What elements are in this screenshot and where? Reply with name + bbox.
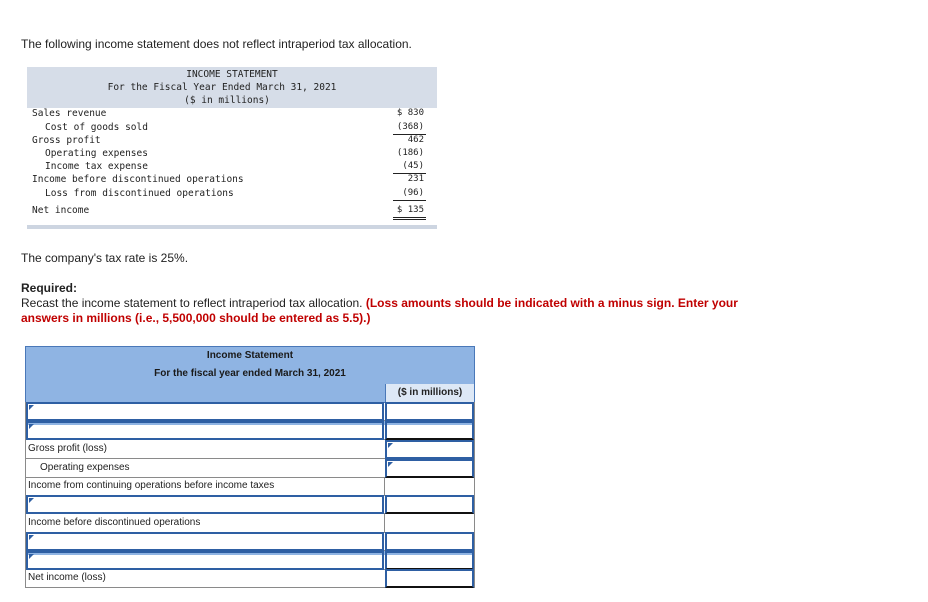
answer-value-input[interactable] (385, 421, 474, 440)
given-row (27, 188, 437, 201)
answer-value-input[interactable] (385, 402, 474, 421)
answer-value-cell[interactable] (384, 514, 474, 532)
given-row-label: Operating expenses (45, 148, 148, 159)
answer-header (25, 346, 475, 385)
given-row (27, 148, 437, 161)
dropdown-marker-icon (388, 462, 393, 467)
given-row-label: Income tax expense (45, 161, 148, 172)
answer-units-row (25, 384, 475, 403)
answer-row (25, 421, 475, 440)
given-row-value: (96) (402, 188, 424, 198)
required-instruction: Recast the income statement to reflect intraperiod tax allocation. (21, 296, 363, 310)
answer-row (25, 532, 475, 551)
dropdown-marker-icon (29, 424, 34, 429)
given-row-value: (45) (402, 161, 424, 171)
answer-row (25, 551, 475, 570)
given-income-statement (27, 67, 437, 230)
answer-row (25, 440, 475, 459)
answer-row (25, 402, 475, 421)
answer-row (25, 459, 475, 478)
given-row-label: Net income (32, 205, 90, 216)
answer-label: Income from continuing operations before income taxes (28, 480, 275, 491)
given-row-label: Loss from discontinued operations (45, 188, 234, 199)
given-row (27, 108, 437, 121)
answer-table (25, 346, 475, 588)
given-header (27, 67, 437, 108)
answer-value-input[interactable] (385, 459, 474, 478)
given-row-label: Income before discontinued operations (32, 174, 244, 185)
given-footer-bar (27, 225, 437, 229)
answer-label: Gross profit (loss) (28, 443, 107, 454)
given-row (27, 174, 437, 187)
given-title: INCOME STATEMENT (186, 69, 278, 80)
answer-label-input[interactable] (26, 402, 384, 421)
required-note-2: answers in millions (i.e., 5,500,000 should be entered as 5.5).) (21, 311, 371, 325)
given-row (27, 122, 437, 135)
answer-label: Income before discontinued operations (28, 517, 201, 528)
given-row-value: 231 (407, 174, 424, 184)
answer-label: Net income (loss) (28, 572, 106, 583)
given-row-value: $ 135 (396, 205, 424, 215)
answer-value-input[interactable] (385, 495, 474, 514)
double-underline (393, 217, 426, 218)
given-row-value: (186) (396, 148, 424, 158)
answer-row (25, 514, 475, 533)
underline (393, 200, 426, 201)
answer-title: Income Statement (206, 350, 294, 361)
given-row-label: Gross profit (32, 135, 101, 146)
given-row-value: 462 (407, 135, 424, 145)
answer-label-input[interactable] (26, 495, 384, 514)
answer-value-cell[interactable] (384, 477, 474, 495)
given-row (27, 161, 437, 174)
answer-row (25, 495, 475, 514)
given-row (27, 135, 437, 148)
required-note: (Loss amounts should be indicated with a minus sign. Enter your (365, 296, 738, 310)
answer-value-input[interactable] (385, 532, 474, 551)
answer-label-input[interactable] (26, 421, 384, 440)
answer-label-input[interactable] (26, 532, 384, 551)
dropdown-marker-icon (388, 443, 393, 448)
answer-row (25, 569, 475, 588)
given-row-label: Sales revenue (32, 108, 107, 119)
given-row-value: (368) (396, 122, 424, 132)
required-heading: Required: (21, 281, 78, 295)
dropdown-marker-icon (29, 535, 34, 540)
answer-row (25, 477, 475, 496)
given-row (27, 205, 437, 218)
answer-label-input[interactable] (26, 551, 384, 570)
dropdown-marker-icon (29, 498, 34, 503)
given-row-value: $ 830 (396, 108, 424, 118)
dropdown-marker-icon (29, 554, 34, 559)
tax-rate-text: The company's tax rate is 25%. (21, 251, 189, 265)
dropdown-marker-icon (29, 405, 34, 410)
answer-label: Operating expenses (40, 462, 130, 473)
required-text (21, 296, 738, 310)
double-underline (393, 219, 426, 220)
given-row-label: Cost of goods sold (45, 122, 148, 133)
answer-subtitle: For the fiscal year ended March 31, 2021 (154, 368, 346, 379)
answer-value-input[interactable] (385, 440, 474, 459)
intro-text: The following income statement does not reflect intraperiod tax allocation. (21, 37, 412, 51)
answer-unit-label: ($ in millions) (385, 384, 474, 402)
answer-value-input[interactable] (385, 569, 474, 588)
answer-value-input[interactable] (385, 551, 474, 570)
given-units: ($ in millions) (184, 95, 270, 106)
given-subtitle: For the Fiscal Year Ended March 31, 2021 (107, 82, 337, 93)
